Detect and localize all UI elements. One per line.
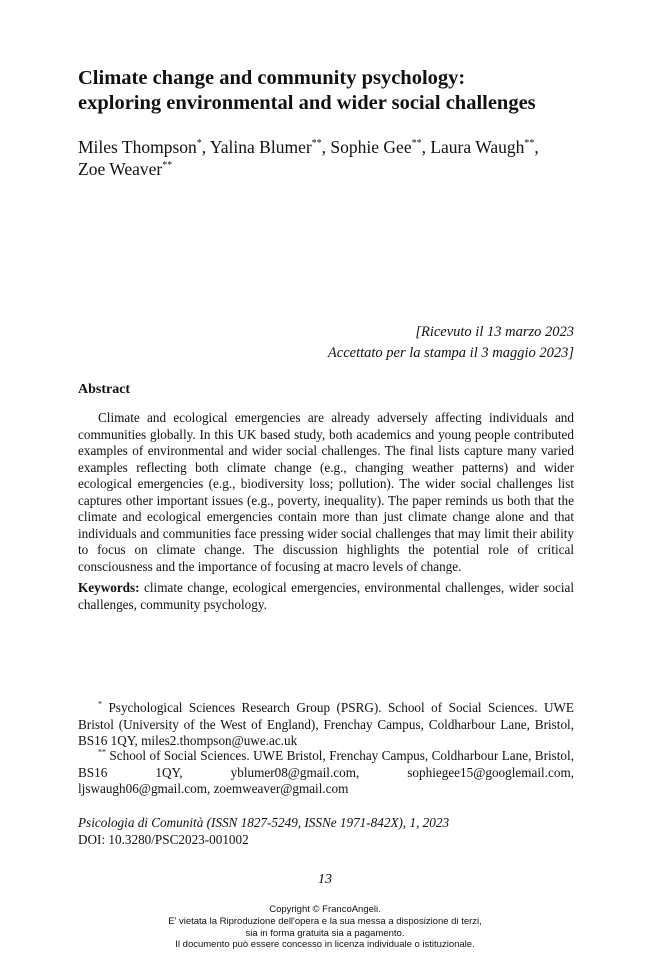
author-name: Laura Waugh: [430, 137, 525, 157]
author-name: Miles Thompson: [78, 137, 197, 157]
title-line-2: exploring environmental and wider social challenges: [78, 92, 536, 114]
author-list: [78, 136, 574, 180]
author-mark: *: [196, 138, 202, 150]
copyright-line: Il documento può essere concesso in licenza individuale o istituzionale.: [175, 939, 475, 951]
author-mark: **: [162, 160, 173, 172]
footnote-affiliation-2: [78, 748, 574, 798]
keywords: [78, 580, 574, 613]
author-line-2: [78, 158, 574, 180]
journal-name: Psicologia di Comunità (ISSN 1827-5249, ISSNe 1971-842X), 1, 2023: [78, 815, 450, 830]
copyright-notice: [0, 904, 650, 951]
copyright-line: Copyright © FrancoAngeli.: [269, 904, 381, 915]
journal-citation: [78, 815, 574, 848]
author-line-1: Miles Thompson*, Yalina Blumer**, Sophie Gee**, Laura Waugh**,: [78, 137, 539, 157]
received-date: [Ricevuto il 13 marzo 2023: [415, 324, 574, 340]
page-number: 13: [318, 872, 332, 887]
footnote-mark: **: [98, 747, 106, 757]
copyright-line: sia in forma gratuita sia a pagamento.: [245, 927, 405, 939]
abstract-heading: Abstract: [78, 382, 131, 397]
title-line-1: Climate change and community psychology:: [78, 67, 466, 89]
footnote-mark: *: [98, 699, 102, 709]
accepted-date: Accettato per la stampa il 3 maggio 2023]: [327, 345, 574, 361]
author-name: Zoe Weaver: [78, 159, 163, 179]
footnote-text: School of Social Sciences. UWE Bristol, Frenchay Campus, Coldharbour Lane, Bristol, BS16 1QY, yblumer08@gmail.com, sophiegee15@googlemail.com, ljswaugh06@gmail.com, zoemweaver@gmail.com: [78, 748, 574, 796]
footnote-affiliation-1: [78, 700, 574, 750]
keywords-text: climate change, ecological emergencies, environmental challenges, wider social challenges, community psychology.: [78, 580, 574, 612]
author-mark: **: [411, 138, 422, 150]
doi: DOI: 10.3280/PSC2023-001002: [78, 831, 249, 847]
copyright-line: E' vietata la Riproduzione dell'opera e la sua messa a disposizione di terzi,: [168, 915, 482, 927]
abstract-text: Climate and ecological emergencies are already adversely affecting individuals and communities globally. In this UK based study, both academics and young people contributed examples of environmental and wider social challenges. The final lists capture many varied examples reflecting both climate change (e.g., changing weather patterns) and wider ecological emergencies (e.g., biodiversity loss; pollution). The wider social challenges list captures other important issues (e.g., poverty, inequality). The paper reminds us both that the climate and ecological emergencies contain more than just climate change alone and that individuals and communities face pressing wider social challenges that may limit their ability to focus on climate change. The discussion highlights the potential role of critical consciousness and the importance of focusing at macro levels of change.: [78, 410, 574, 574]
author-mark: **: [311, 138, 322, 150]
paper-title: [78, 66, 574, 116]
footnote-text: Psychological Sciences Research Group (PSRG). School of Social Sciences. UWE Bristol (University of the West of England), Frenchay Campus, Coldharbour Lane, Bristol, BS16 1QY, miles2.thompson@uwe.ac.uk: [78, 700, 574, 748]
author-name: Sophie Gee: [330, 137, 412, 157]
keywords-label: Keywords:: [78, 580, 140, 595]
author-mark: **: [524, 138, 535, 150]
author-name: Yalina Blumer: [209, 137, 312, 157]
submission-dates: [78, 322, 574, 364]
